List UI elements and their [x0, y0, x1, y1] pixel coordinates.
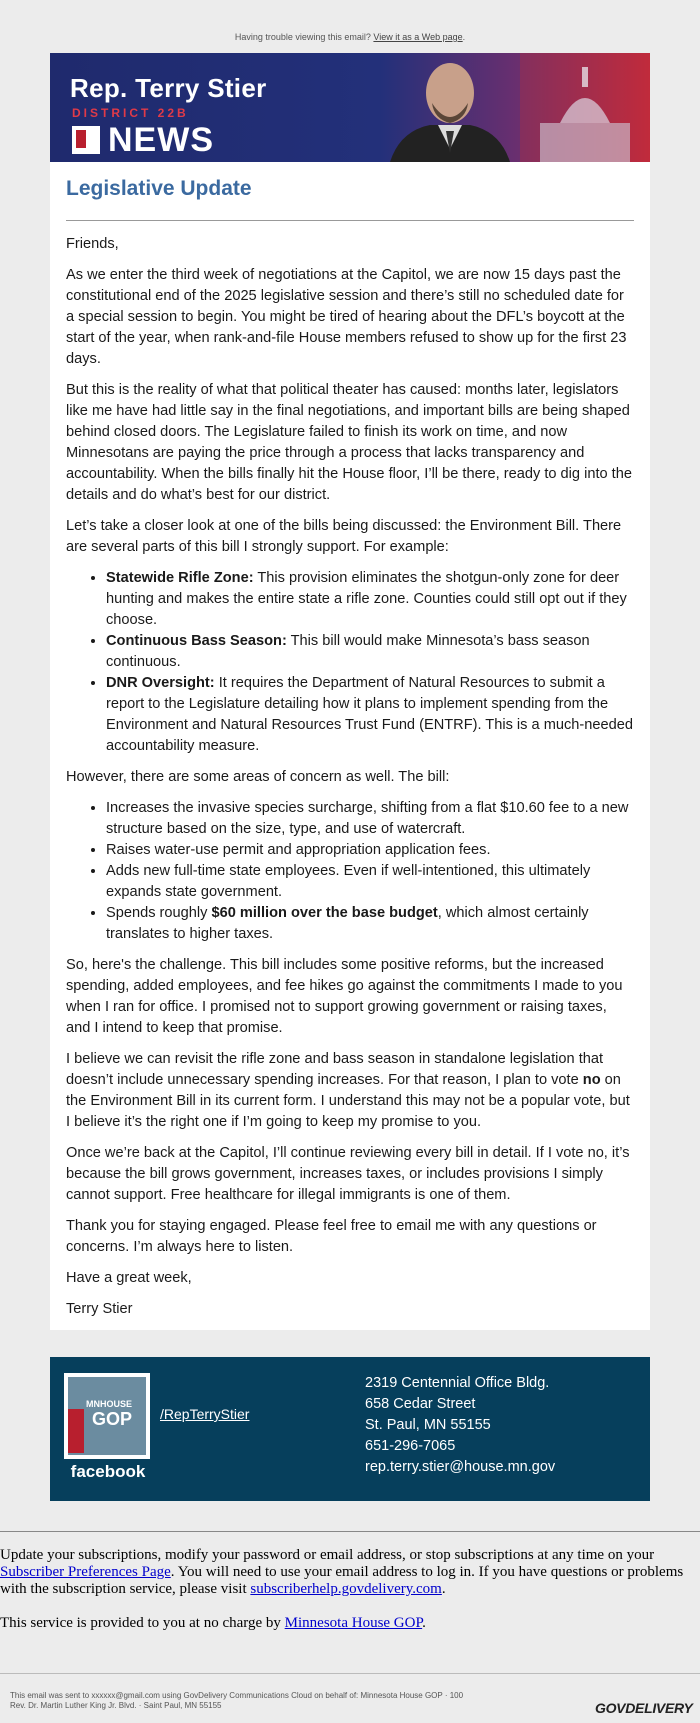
page-title: Legislative Update [66, 177, 252, 200]
list-item: • Increases the invasive species surcharge, shifting from a flat $10.60 fee to a new structure based on the size, type, and use of watercraft. [106, 798, 634, 840]
facebook-link[interactable]: /RepTerryStier [160, 1406, 250, 1422]
capitol-image [520, 53, 650, 162]
provider-link[interactable]: Minnesota House GOP [284, 1615, 423, 1631]
paragraph-4: However, there are some areas of concern as well. The bill: [66, 769, 450, 785]
legal-line: Rev. Dr. Martin Luther King Jr. Blvd. · Saint Paul, MN 55155 [10, 1701, 222, 1710]
subscriber-help-link[interactable]: subscriberhelp.govdelivery.com [250, 1581, 442, 1597]
email-content [50, 162, 650, 1320]
closing: Have a great week, [66, 1270, 192, 1286]
trouble-text: Having trouble viewing this email? [234, 32, 371, 42]
address-line: 2319 Centennial Office Bldg. [365, 1375, 550, 1391]
list-item: • Adds new full-time state employees. Even if well-intentioned, this ultimately expands state government. [106, 861, 634, 903]
list-item: • Raises water-use permit and appropriation application fees. [106, 840, 634, 861]
provider-paragraph: This service is provided to you at no charge by Minnesota House GOP. [0, 1615, 426, 1631]
paragraph-5: So, here's the challenge. This bill includes some positive reforms, but the increased spending, added employees, and fee hikes go against the commitments I made to you when I ran for office. I promised not to support growing government or raising taxes, and I intend to keep that promise. [66, 957, 623, 1036]
list-item: • Spends roughly $60 million over the base budget, which almost certainly translates to higher taxes. [106, 903, 634, 945]
mn-gop-logo-icon [72, 126, 100, 154]
list-item: • DNR Oversight: It requires the Department of Natural Resources to submit a report to the Legislature detailing how it plans to implement spending from the Environment and Natural Resources Trust Fund (ENTRF). This is a much-needed accountability measure. [106, 673, 634, 757]
paragraph-6: I believe we can revisit the rifle zone and bass season in standalone legislation that doesn’t include unnecessary spending increases. For that reason, I plan to vote no on the Environment Bill in its current form. I understand this may not be a popular vote, but I believe it’s the right one if I’m going to keep my promise to you. [66, 1051, 630, 1130]
web-page-link[interactable]: View it as a Web page [373, 32, 463, 42]
letter-body [66, 221, 634, 1320]
paragraph-2: But this is the reality of what that political theater has caused: months later, legislators like me have had little say in the final negotiations, and important bills are being shaped behind closed doors. The Legislature failed to finish its work on time, and now Minnesotans are paying the price through a process that lacks transparency and accountability. When the bills finally hit the House floor, I’ll be there, ready to dig into the details and do what’s best for our district. [66, 382, 632, 503]
office-address [365, 1373, 555, 1478]
paragraph-8: Thank you for staying engaged. Please feel free to email me with any questions or concerns. I’m always here to listen. [66, 1218, 597, 1255]
divider [0, 1531, 700, 1532]
subscription-paragraph: Update your subscriptions, modify your password or email address, or stop subscriptions at any time on your Subscriber Preferences Page. You will need to use your email address to log in. If you have questions or problems with the subscription service, please visit subscriberhelp.govdelivery.com. [0, 1547, 684, 1597]
support-list [66, 568, 634, 757]
representative-portrait [380, 53, 520, 162]
phone-number: 651-296-7065 [365, 1438, 456, 1454]
govdelivery-logo[interactable]: GOVDELIVERY [595, 1700, 693, 1716]
signature: Terry Stier [66, 1301, 133, 1317]
facebook-icon: facebook [70, 1462, 146, 1481]
header-banner [50, 53, 650, 162]
greeting: Friends, [66, 236, 119, 252]
subscription-notice [0, 1547, 700, 1649]
legal-footer [10, 1691, 463, 1711]
subscriber-preferences-link[interactable]: Subscriber Preferences Page [0, 1564, 171, 1580]
list-item: • Statewide Rifle Zone: This provision eliminates the shotgun-only zone for deer hunting and makes the entire state a rifle zone. Counties could still opt out if they choose. [106, 568, 634, 631]
paragraph-3: Let’s take a closer look at one of the bills being discussed: the Environment Bill. There are several parts of this bill I strongly support. For example: [66, 518, 622, 555]
trouble-period: . [462, 32, 466, 42]
view-online-bar [0, 0, 700, 52]
banner-district: DISTRICT 22B [72, 106, 189, 120]
facebook-logo-block[interactable] [64, 1373, 152, 1482]
list-item: • Continuous Bass Season: This bill would make Minnesota’s bass season continuous. [106, 631, 634, 673]
concerns-list [66, 798, 634, 945]
newsletter-card [50, 53, 650, 1330]
divider [0, 1673, 700, 1674]
paragraph-7: Once we’re back at the Capitol, I’ll continue reviewing every bill in detail. If I vote no, it’s because the bill grows government, increases taxes, or includes provisions I simply cannot support. Free healthcare for illegal immigrants is one of them. [66, 1145, 630, 1203]
contact-footer [50, 1357, 650, 1501]
mn-house-gop-logo-icon: MNHOUSE GOP [64, 1373, 150, 1459]
address-line: 658 Cedar Street [365, 1396, 476, 1412]
banner-title: Rep. Terry Stier [70, 73, 267, 103]
paragraph-1: As we enter the third week of negotiations at the Capitol, we are now 15 days past the constitutional end of the 2025 legislative session and there’s still no scheduled date for a special session to begin. You might be tired of hearing about the DFL’s boycott at the start of the year, when rank-and-file House members refused to show up for the first 23 days. [66, 267, 627, 367]
address-line: St. Paul, MN 55155 [365, 1417, 491, 1433]
email-address: rep.terry.stier@house.mn.gov [365, 1459, 556, 1475]
legal-line: This email was sent to xxxxxx@gmail.com using GovDelivery Communications Cloud on behalf of: Minnesota House GOP · 100 [10, 1691, 464, 1700]
banner-news: NEWS [108, 121, 214, 159]
